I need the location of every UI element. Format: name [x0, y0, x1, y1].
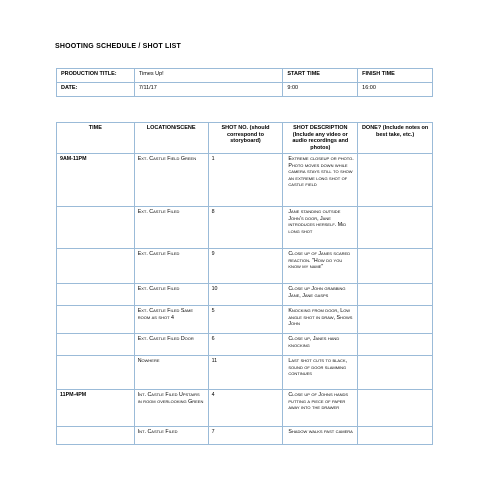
row-time: [57, 207, 135, 249]
header-shot-no: SHOT NO. (should correspond to storyboard): [208, 123, 283, 154]
row-description: Extreme closeup or photo. Photo moves down while camera stays still to show an extreme long shot of castle field: [283, 154, 358, 207]
production-title-value: Times Up!: [134, 69, 283, 83]
row-done[interactable]: [358, 154, 433, 207]
row-location: Ext. Castle Filed: [134, 207, 208, 249]
start-time-label: START TIME: [283, 69, 358, 83]
row-done[interactable]: [358, 306, 433, 334]
row-description: Close up of Johns hands putting a piece of paper away into the drawer: [283, 390, 358, 427]
row-location: Ext. Castle Field Green: [134, 154, 208, 207]
row-location: Ext. Castle Filed Door: [134, 334, 208, 356]
row-time: [57, 284, 135, 306]
table-row: [57, 249, 433, 284]
row-shot-no: 1: [208, 154, 283, 207]
row-shot-no: 8: [208, 207, 283, 249]
row-time: [57, 356, 135, 390]
header-time: TIME: [57, 123, 135, 154]
shot-list-table: [56, 122, 433, 445]
finish-time-value: 16:00: [358, 83, 433, 97]
row-location: Ext. Castle Filed: [134, 284, 208, 306]
finish-time-label: FINISH TIME: [358, 69, 433, 83]
production-title-row: [57, 69, 433, 83]
row-done[interactable]: [358, 284, 433, 306]
row-shot-no: 6: [208, 334, 283, 356]
row-location: Nowhere: [134, 356, 208, 390]
row-shot-no: 5: [208, 306, 283, 334]
header-location: LOCATION/SCENE: [134, 123, 208, 154]
row-time: [57, 427, 135, 445]
row-shot-no: 11: [208, 356, 283, 390]
production-info-table: [56, 68, 433, 97]
row-time: [57, 306, 135, 334]
row-description: Close up John grabbing Jane, Jane gasps: [283, 284, 358, 306]
row-description: Close up of Janes scared reaction. "How do you know my name": [283, 249, 358, 284]
shot-list-header-row: [57, 123, 433, 154]
table-row: [57, 390, 433, 427]
row-location: Int. Castle Filed: [134, 427, 208, 445]
production-title-label: PRODUCTION TITLE:: [57, 69, 135, 83]
header-done: DONE? (Include notes on best take, etc.): [358, 123, 433, 154]
row-description: Knocking from door, Low angle shot in draw, Shows John: [283, 306, 358, 334]
row-done[interactable]: [358, 427, 433, 445]
start-time-value: 9:00: [283, 83, 358, 97]
date-label: DATE:: [57, 83, 135, 97]
row-description: Last shot cuts to black, sound of door slamming continues: [283, 356, 358, 390]
row-location: Ext. Castle Filed: [134, 249, 208, 284]
table-row: [57, 356, 433, 390]
document-title: SHOOTING SCHEDULE / SHOT LIST: [55, 43, 181, 50]
table-row: [57, 334, 433, 356]
table-row: [57, 284, 433, 306]
row-time: 9AM-11PM: [57, 154, 135, 207]
row-done[interactable]: [358, 334, 433, 356]
row-shot-no: 7: [208, 427, 283, 445]
row-location: Int. Castle Filed Upstairs in room overlooking Green: [134, 390, 208, 427]
row-done[interactable]: [358, 207, 433, 249]
row-description: Jane standing outside John's door, Jane introduces herself. Mid long shot: [283, 207, 358, 249]
row-description: Close up, Janes hand knocking: [283, 334, 358, 356]
production-date-row: [57, 83, 433, 97]
table-row: [57, 154, 433, 207]
row-shot-no: 4: [208, 390, 283, 427]
row-description: Shadow walks past camera: [283, 427, 358, 445]
row-shot-no: 10: [208, 284, 283, 306]
date-value: 7/11/17: [134, 83, 283, 97]
table-row: [57, 306, 433, 334]
row-time: [57, 334, 135, 356]
row-location: Ext. Castle Filed Same room as shot 4: [134, 306, 208, 334]
row-shot-no: 9: [208, 249, 283, 284]
row-done[interactable]: [358, 356, 433, 390]
row-done[interactable]: [358, 390, 433, 427]
table-row: [57, 427, 433, 445]
row-time: [57, 249, 135, 284]
row-time: 11PM-4PM: [57, 390, 135, 427]
row-done[interactable]: [358, 249, 433, 284]
header-description: SHOT DESCRIPTION (Include any video or audio recordings and photos): [283, 123, 358, 154]
table-row: [57, 207, 433, 249]
